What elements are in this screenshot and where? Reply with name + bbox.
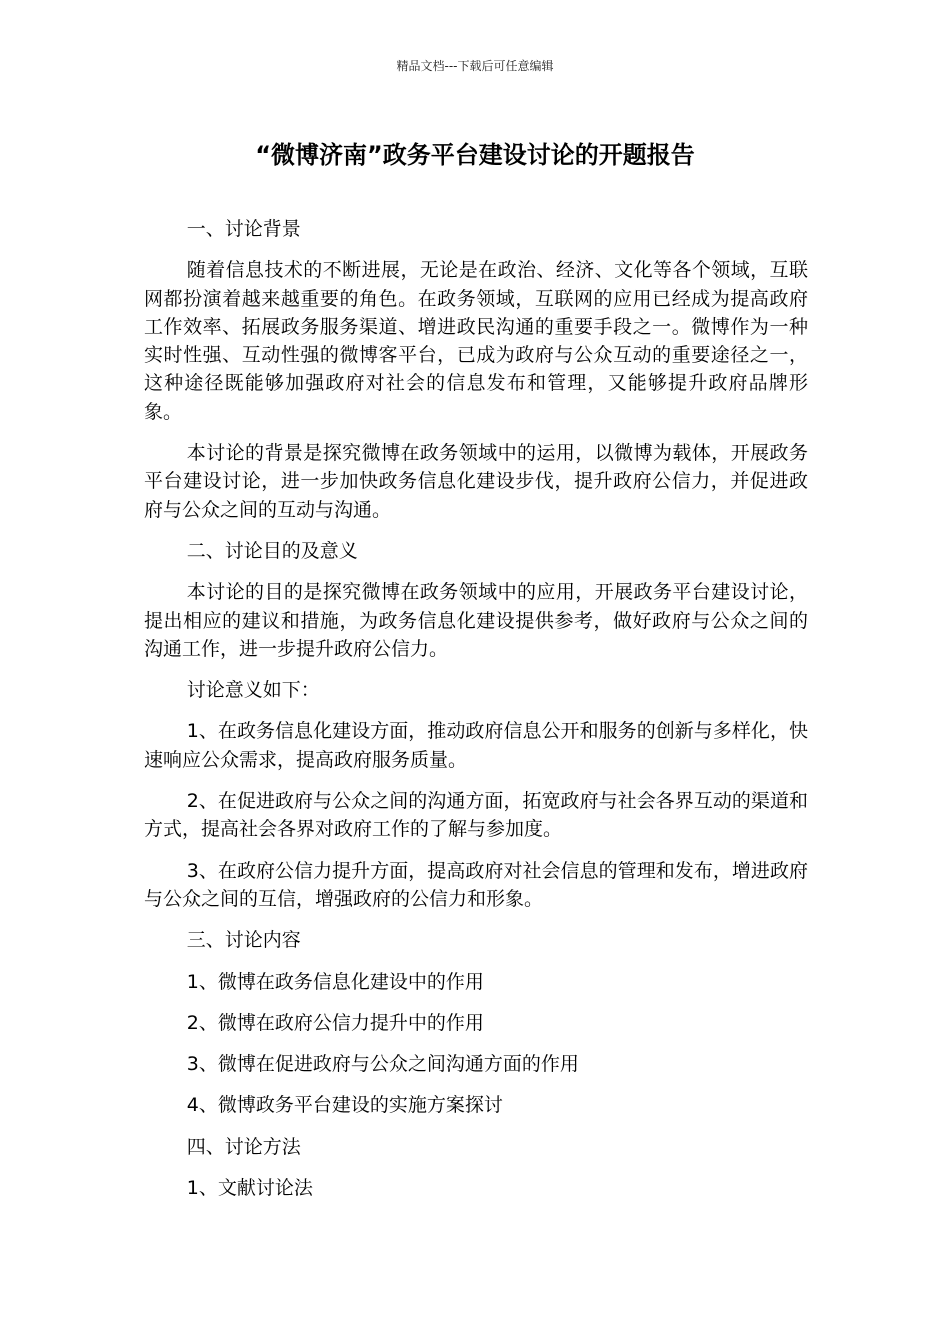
significance-item-1: 1、在政务信息化建设方面，推动政府信息公开和服务的创新与多样化，快速响应公众需求，提高政府服务质量。 [144,720,808,771]
content-item-1: 1、微博在政务信息化建设中的作用 [186,970,484,993]
content-item-3: 3、微博在促进政府与公众之间沟通方面的作用 [186,1053,579,1076]
significance-item-2: 2、在促进政府与公众之间的沟通方面，拓宽政府与社会各界互动的渠道和方式，提高社会各界对政府工作的了解与参加度。 [144,790,808,841]
document-title: “微博济南”政务平台建设讨论的开题报告 [255,141,695,169]
section-heading-content: 三、讨论内容 [186,929,301,952]
section-heading-methods: 四、讨论方法 [186,1135,301,1158]
content-item-4: 4、微博政务平台建设的实施方案探讨 [186,1094,503,1117]
paragraph-purpose: 本讨论的目的是探究微博在政务领域中的应用，开展政务平台建设讨论，提出相应的建议和措施，为政务信息化建设提供参考，做好政府与公众之间的沟通工作，进一步提升政府公信力。 [144,581,808,660]
method-item-1: 1、文献讨论法 [186,1177,313,1200]
significance-item-3: 3、在政府公信力提升方面，提高政府对社会信息的管理和发布，增进政府与公众之间的互信，增强政府的公信力和形象。 [144,859,808,910]
section-heading-background: 一、讨论背景 [186,218,301,240]
document-body [144,215,808,1215]
section-heading-purpose: 二、讨论目的及意义 [186,539,358,562]
paragraph-background-2: 本讨论的背景是探究微博在政务领域中的运用，以微博为载体，开展政务平台建设讨论，进一步加快政务信息化建设步伐，提升政府公信力，并促进政府与公众之间的互动与沟通。 [144,442,808,521]
paragraph-background-1: 随着信息技术的不断进展，无论是在政治、经济、文化等各个领域，互联网都扮演着越来越重要的角色。在政务领域，互联网的应用已经成为提高政府工作效率、拓展政务服务渠道、增进政民沟通的重要手段之一。微博作为一种实时性强、互动性强的微博客平台，已成为政府与公众互动的重要途径之一，这种途径既能够加强政府对社会的信息发布和管理，又能够提升政府品牌形象。 [144,259,808,423]
content-item-2: 2、微博在政府公信力提升中的作用 [186,1011,484,1034]
paragraph-significance-intro: 讨论意义如下： [186,679,320,702]
page-header-note: 精品文档---下载后可任意编辑 [396,59,554,73]
